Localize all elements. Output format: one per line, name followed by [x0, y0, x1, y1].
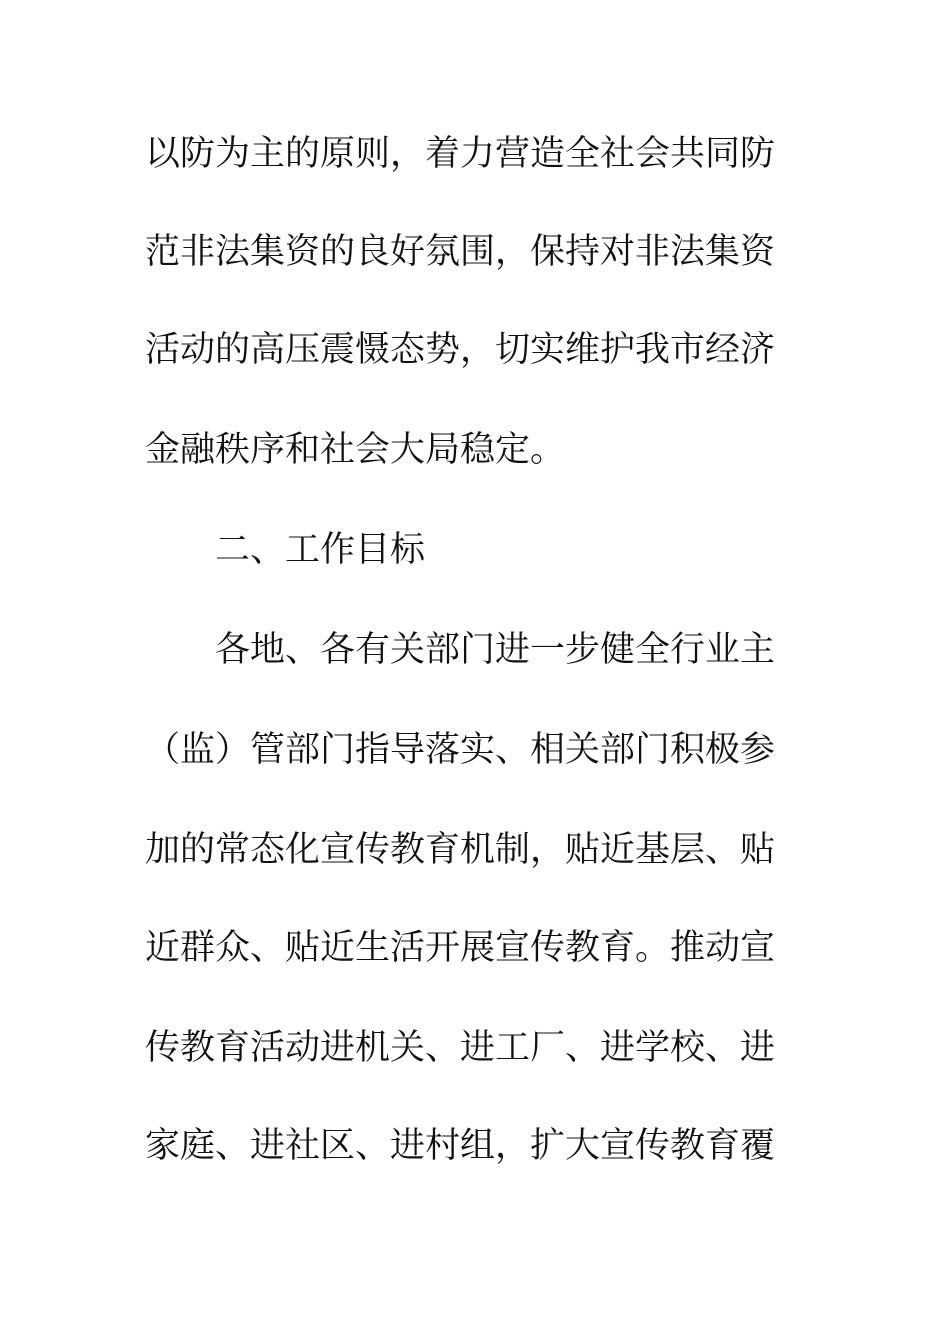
- text-line: 活动的高压震慑态势，切实维护我市经济: [145, 330, 776, 370]
- section-heading: 二、工作目标: [215, 530, 426, 570]
- text-line: 金融秩序和社会大局稳定。: [145, 430, 566, 470]
- paragraph-line: 近群众、贴近生活开展宣传教育。推动宣: [145, 928, 776, 968]
- text-line: 范非法集资的良好氛围，保持对非法集资: [145, 232, 776, 272]
- paragraph-line: 加的常态化宣传教育机制，贴近基层、贴: [145, 830, 776, 870]
- text-line: 以防为主的原则，着力营造全社会共同防: [145, 134, 776, 174]
- paragraph-line: 传教育活动进机关、进工厂、进学校、进: [145, 1028, 776, 1068]
- paragraph-line: 家庭、进社区、进村组，扩大宣传教育覆: [145, 1126, 776, 1166]
- paragraph-line: 各地、各有关部门进一步健全行业主: [215, 630, 776, 670]
- paragraph-line: （监）管部门指导落实、相关部门积极参: [145, 730, 776, 770]
